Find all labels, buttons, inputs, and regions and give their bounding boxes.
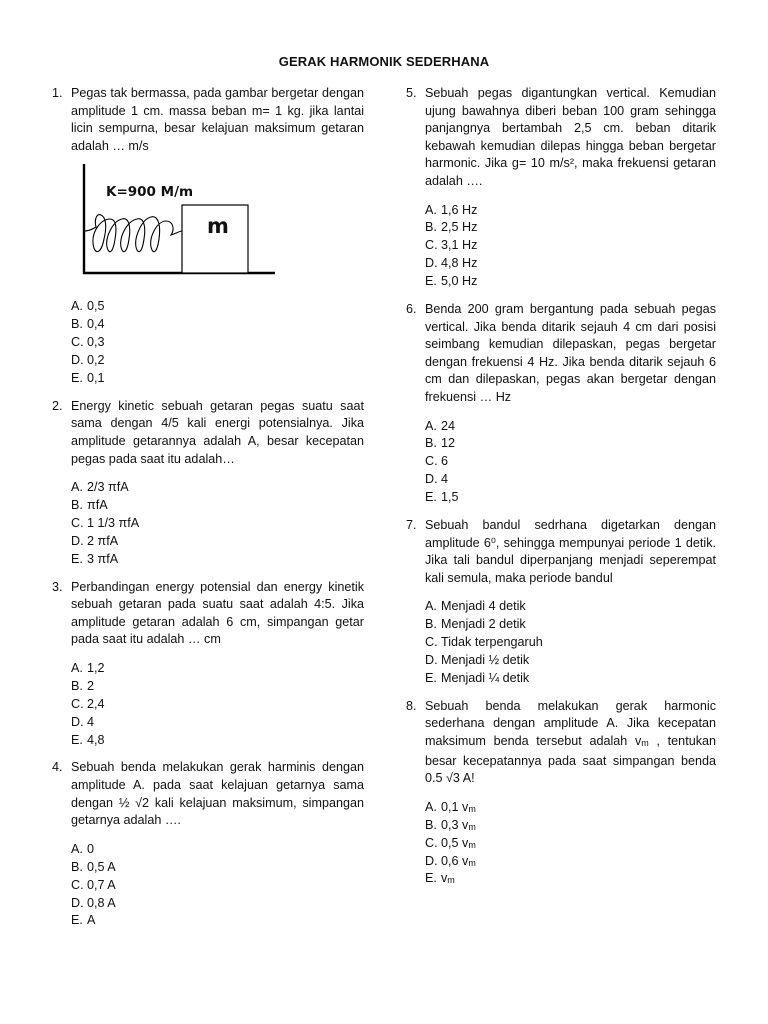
option-letter: B. [71, 317, 83, 332]
option-text: 2 [87, 678, 95, 693]
option-text: Menjadi 2 detik [441, 617, 526, 632]
option-letter: C. [71, 515, 84, 530]
option-letter: E. [425, 490, 437, 505]
answer-option[interactable] [71, 479, 364, 497]
spring-mass-diagram [79, 161, 279, 286]
answer-option[interactable] [71, 732, 364, 750]
option-letter: E. [71, 913, 83, 928]
option-text: 12 [441, 436, 456, 451]
option-text: 0,1 v [441, 799, 469, 814]
option-letter: D. [71, 895, 84, 910]
answer-option[interactable] [425, 219, 716, 237]
answer-option[interactable] [425, 273, 716, 291]
question-8-stem [406, 698, 716, 788]
answer-options [406, 799, 716, 888]
answer-option[interactable] [71, 316, 364, 334]
question-1-stem [52, 85, 364, 155]
option-letter: B. [71, 859, 83, 874]
answer-option[interactable] [71, 859, 364, 877]
right-column [406, 85, 716, 888]
option-text: 0,5 v [441, 835, 469, 850]
answer-options [52, 660, 364, 749]
option-letter: D. [425, 853, 438, 868]
option-letter: C. [425, 238, 438, 253]
option-letter: D. [425, 472, 438, 487]
option-letter: E. [71, 551, 83, 566]
answer-options [52, 479, 364, 568]
option-text: 1 1/3 πfA [87, 515, 140, 530]
option-text: 0,8 A [87, 895, 116, 910]
option-text: v [441, 871, 448, 886]
question-text-part: Sebuah benda melakukan gerak harmonic sederhana dengan amplitude A. Jika kecepatan maksimum benda tersebut adalah v [425, 698, 716, 749]
option-text: 24 [441, 418, 456, 433]
option-text: 2,5 Hz [441, 220, 478, 235]
option-text: 1,2 [87, 661, 105, 676]
answer-option[interactable] [71, 551, 364, 569]
option-letter: A. [425, 202, 437, 217]
option-text: 5,0 Hz [441, 274, 478, 289]
option-text: 4 [87, 714, 95, 729]
option-text: Tidak terpengaruh [441, 635, 543, 650]
option-letter: D. [71, 353, 84, 368]
option-letter: A. [71, 841, 83, 856]
answer-option[interactable] [71, 841, 364, 859]
question-number: 8. [406, 698, 417, 713]
option-letter: A. [71, 661, 83, 676]
answer-option[interactable] [71, 912, 364, 930]
question-text: Sebuah bandul sedrhana digetarkan dengan amplitude 6⁰, sehingga mempunyai periode 1 detik. Jika tali bandul diperpanjang menjadi seperempat kali semula, maka periode bandul [425, 518, 716, 585]
answer-options [52, 841, 364, 930]
answer-option[interactable] [425, 453, 716, 471]
option-letter: B. [71, 498, 83, 513]
subscript: m [468, 839, 476, 850]
option-text: 4 [441, 472, 449, 487]
subscript: m [468, 821, 476, 832]
question-5-stem [406, 85, 716, 191]
answer-option[interactable] [425, 652, 716, 670]
question-text: Perbandingan energy potensial dan energy kinetik sebuah getaran pada suatu saat adalah 4:5. Jika amplitude getaran adalah 6 cm, simpangan getar pada saat itu adalah … cm [71, 579, 364, 647]
answer-option[interactable] [71, 497, 364, 515]
answer-option[interactable] [71, 298, 364, 316]
answer-option[interactable] [71, 352, 364, 370]
answer-option[interactable] [425, 870, 716, 888]
answer-option[interactable] [425, 853, 716, 871]
option-letter: D. [425, 653, 438, 668]
option-text: 0,5 [87, 299, 105, 314]
option-text: 2,4 [87, 696, 105, 711]
option-letter: C. [425, 835, 438, 850]
option-letter: A. [425, 418, 437, 433]
option-letter: E. [425, 274, 437, 289]
option-text: 4,8 [87, 732, 105, 747]
option-letter: C. [71, 696, 84, 711]
answer-option[interactable] [71, 533, 364, 551]
question-number: 6. [406, 302, 417, 317]
option-letter: A. [71, 299, 83, 314]
left-column [52, 85, 364, 930]
answer-option[interactable] [425, 634, 716, 652]
answer-option[interactable] [425, 435, 716, 453]
option-text: 4,8 Hz [441, 256, 478, 271]
option-letter: C. [71, 877, 84, 892]
question-text [425, 699, 716, 785]
question-number: 3. [52, 579, 63, 594]
question-4 [52, 759, 364, 930]
question-number: 7. [406, 518, 417, 533]
question-6 [406, 301, 716, 507]
question-3-stem [52, 579, 364, 649]
question-4-stem [52, 759, 364, 829]
question-7 [406, 517, 716, 688]
answer-option[interactable] [71, 515, 364, 533]
answer-options [406, 418, 716, 507]
option-letter: B. [425, 220, 437, 235]
option-text: 3,1 Hz [441, 238, 478, 253]
answer-options [52, 298, 364, 387]
question-number: 2. [52, 398, 63, 413]
spring-constant-label: K=900 M/m [106, 184, 194, 201]
option-letter: E. [425, 871, 437, 886]
option-letter: E. [71, 370, 83, 385]
question-number: 5. [406, 86, 417, 100]
option-text: πfA [87, 498, 108, 513]
option-letter: A. [425, 799, 437, 814]
question-text: Energy kinetic sebuah getaran pegas suatu saat sama dengan 4/5 kali energi potensialnya. Jika amplitude getarannya adalah A, besar kecepatan pegas pada saat itu adalah… [71, 398, 364, 466]
option-letter: E. [425, 670, 437, 685]
question-6-stem [406, 301, 716, 407]
answer-option[interactable] [425, 471, 716, 489]
page-title: GERAK HARMONIK SEDERHANA [278, 54, 490, 69]
option-text: 3 πfA [87, 551, 119, 566]
option-letter: B. [425, 617, 437, 632]
mass-label: m [207, 214, 229, 239]
answer-option[interactable] [425, 817, 716, 835]
question-text: Sebuah benda melakukan gerak harminis dengan amplitude A. pada saat kelajuan getarnya sama dengan ½ √2 kali kelajuan maksimum, simpangan getarnya adalah …. [71, 760, 364, 828]
answer-options [406, 598, 716, 687]
option-letter: D. [425, 256, 438, 271]
option-letter: B. [71, 678, 83, 693]
option-text: 0,5 A [87, 859, 116, 874]
question-5 [406, 85, 716, 291]
option-text: Menjadi ¼ detik [441, 670, 530, 685]
answer-option[interactable] [71, 696, 364, 714]
option-text: 2 πfA [87, 533, 119, 548]
option-text: 1,5 [441, 490, 459, 505]
option-text: A [87, 913, 96, 928]
question-text: Benda 200 gram bergantung pada sebuah pegas vertical. Jika benda ditarik sejauh 4 cm dari posisi seimbang kemudian dilepaskan, pegas bergetar dengan frekuensi 4 Hz. Jika benda ditarik sejauh 6 cm dan dilepaskan, pegas akan bergetar dengan frekuensi … Hz [425, 302, 716, 404]
answer-option[interactable] [425, 489, 716, 507]
question-8 [406, 698, 716, 888]
option-letter: C. [425, 635, 438, 650]
option-text: Menjadi ½ detik [441, 653, 530, 668]
option-letter: B. [425, 436, 437, 451]
option-text: 6 [441, 454, 449, 469]
answer-option[interactable] [71, 877, 364, 895]
option-text: 0,3 [87, 335, 105, 350]
answer-option[interactable] [425, 237, 716, 255]
subscript: m [447, 875, 455, 886]
answer-option[interactable] [425, 418, 716, 436]
option-letter: E. [71, 732, 83, 747]
option-text: Menjadi 4 detik [441, 599, 526, 614]
answer-option[interactable] [425, 670, 716, 688]
answer-options [406, 202, 716, 291]
answer-option[interactable] [71, 334, 364, 352]
subscript: m [641, 738, 649, 749]
option-text: 0,3 v [441, 817, 469, 832]
option-letter: C. [71, 335, 84, 350]
answer-option[interactable] [71, 660, 364, 678]
question-text: Pegas tak bermassa, pada gambar bergetar dengan amplitude 1 cm. massa beban m= 1 kg. jika lantai licin sempurna, besar kelajuan maksimum getaran adalah … m/s [71, 86, 364, 153]
subscript: m [468, 803, 476, 814]
option-text: 0,7 A [87, 877, 116, 892]
answer-option[interactable] [71, 678, 364, 696]
option-text: 0,6 v [441, 853, 469, 868]
question-2-stem [52, 398, 364, 468]
question-text-part: , tentukan besar kecepatannya pada saat simpangan benda 0.5 √3 A! [425, 734, 716, 786]
answer-option[interactable] [425, 835, 716, 853]
option-text: 1,6 Hz [441, 202, 478, 217]
answer-option[interactable] [71, 370, 364, 388]
answer-option[interactable] [425, 598, 716, 616]
answer-option[interactable] [425, 255, 716, 273]
answer-option[interactable] [425, 799, 716, 817]
question-number: 1. [52, 86, 63, 100]
answer-option[interactable] [71, 714, 364, 732]
option-text: 2/3 πfA [87, 480, 129, 495]
option-letter: D. [71, 714, 84, 729]
answer-option[interactable] [425, 616, 716, 634]
option-letter: A. [71, 480, 83, 495]
option-letter: A. [425, 599, 437, 614]
subscript: m [468, 857, 476, 868]
option-text: 0,2 [87, 353, 105, 368]
question-7-stem [406, 517, 716, 587]
answer-option[interactable] [425, 202, 716, 220]
question-number: 4. [52, 760, 63, 775]
option-text: 0 [87, 841, 95, 856]
question-text: Sebuah pegas digantungkan vertical. Kemudian ujung bawahnya diberi beban 100 gram sehingga panjangnya bertambah 2,5 cm. beban ditarik kebawah kemudian dilepas hingga beban bergetar harmonic. Jika g= 10 m/s², maka frekuensi getaran adalah …. [425, 86, 716, 188]
option-letter: D. [71, 533, 84, 548]
option-letter: C. [425, 454, 438, 469]
answer-option[interactable] [71, 895, 364, 913]
question-2 [52, 398, 364, 569]
spring-mass-figure [79, 161, 279, 286]
option-text: 0,1 [87, 370, 105, 385]
spring-coil [84, 215, 182, 252]
question-1 [52, 85, 364, 388]
option-text: 0,4 [87, 317, 105, 332]
option-letter: B. [425, 817, 437, 832]
question-3 [52, 579, 364, 750]
